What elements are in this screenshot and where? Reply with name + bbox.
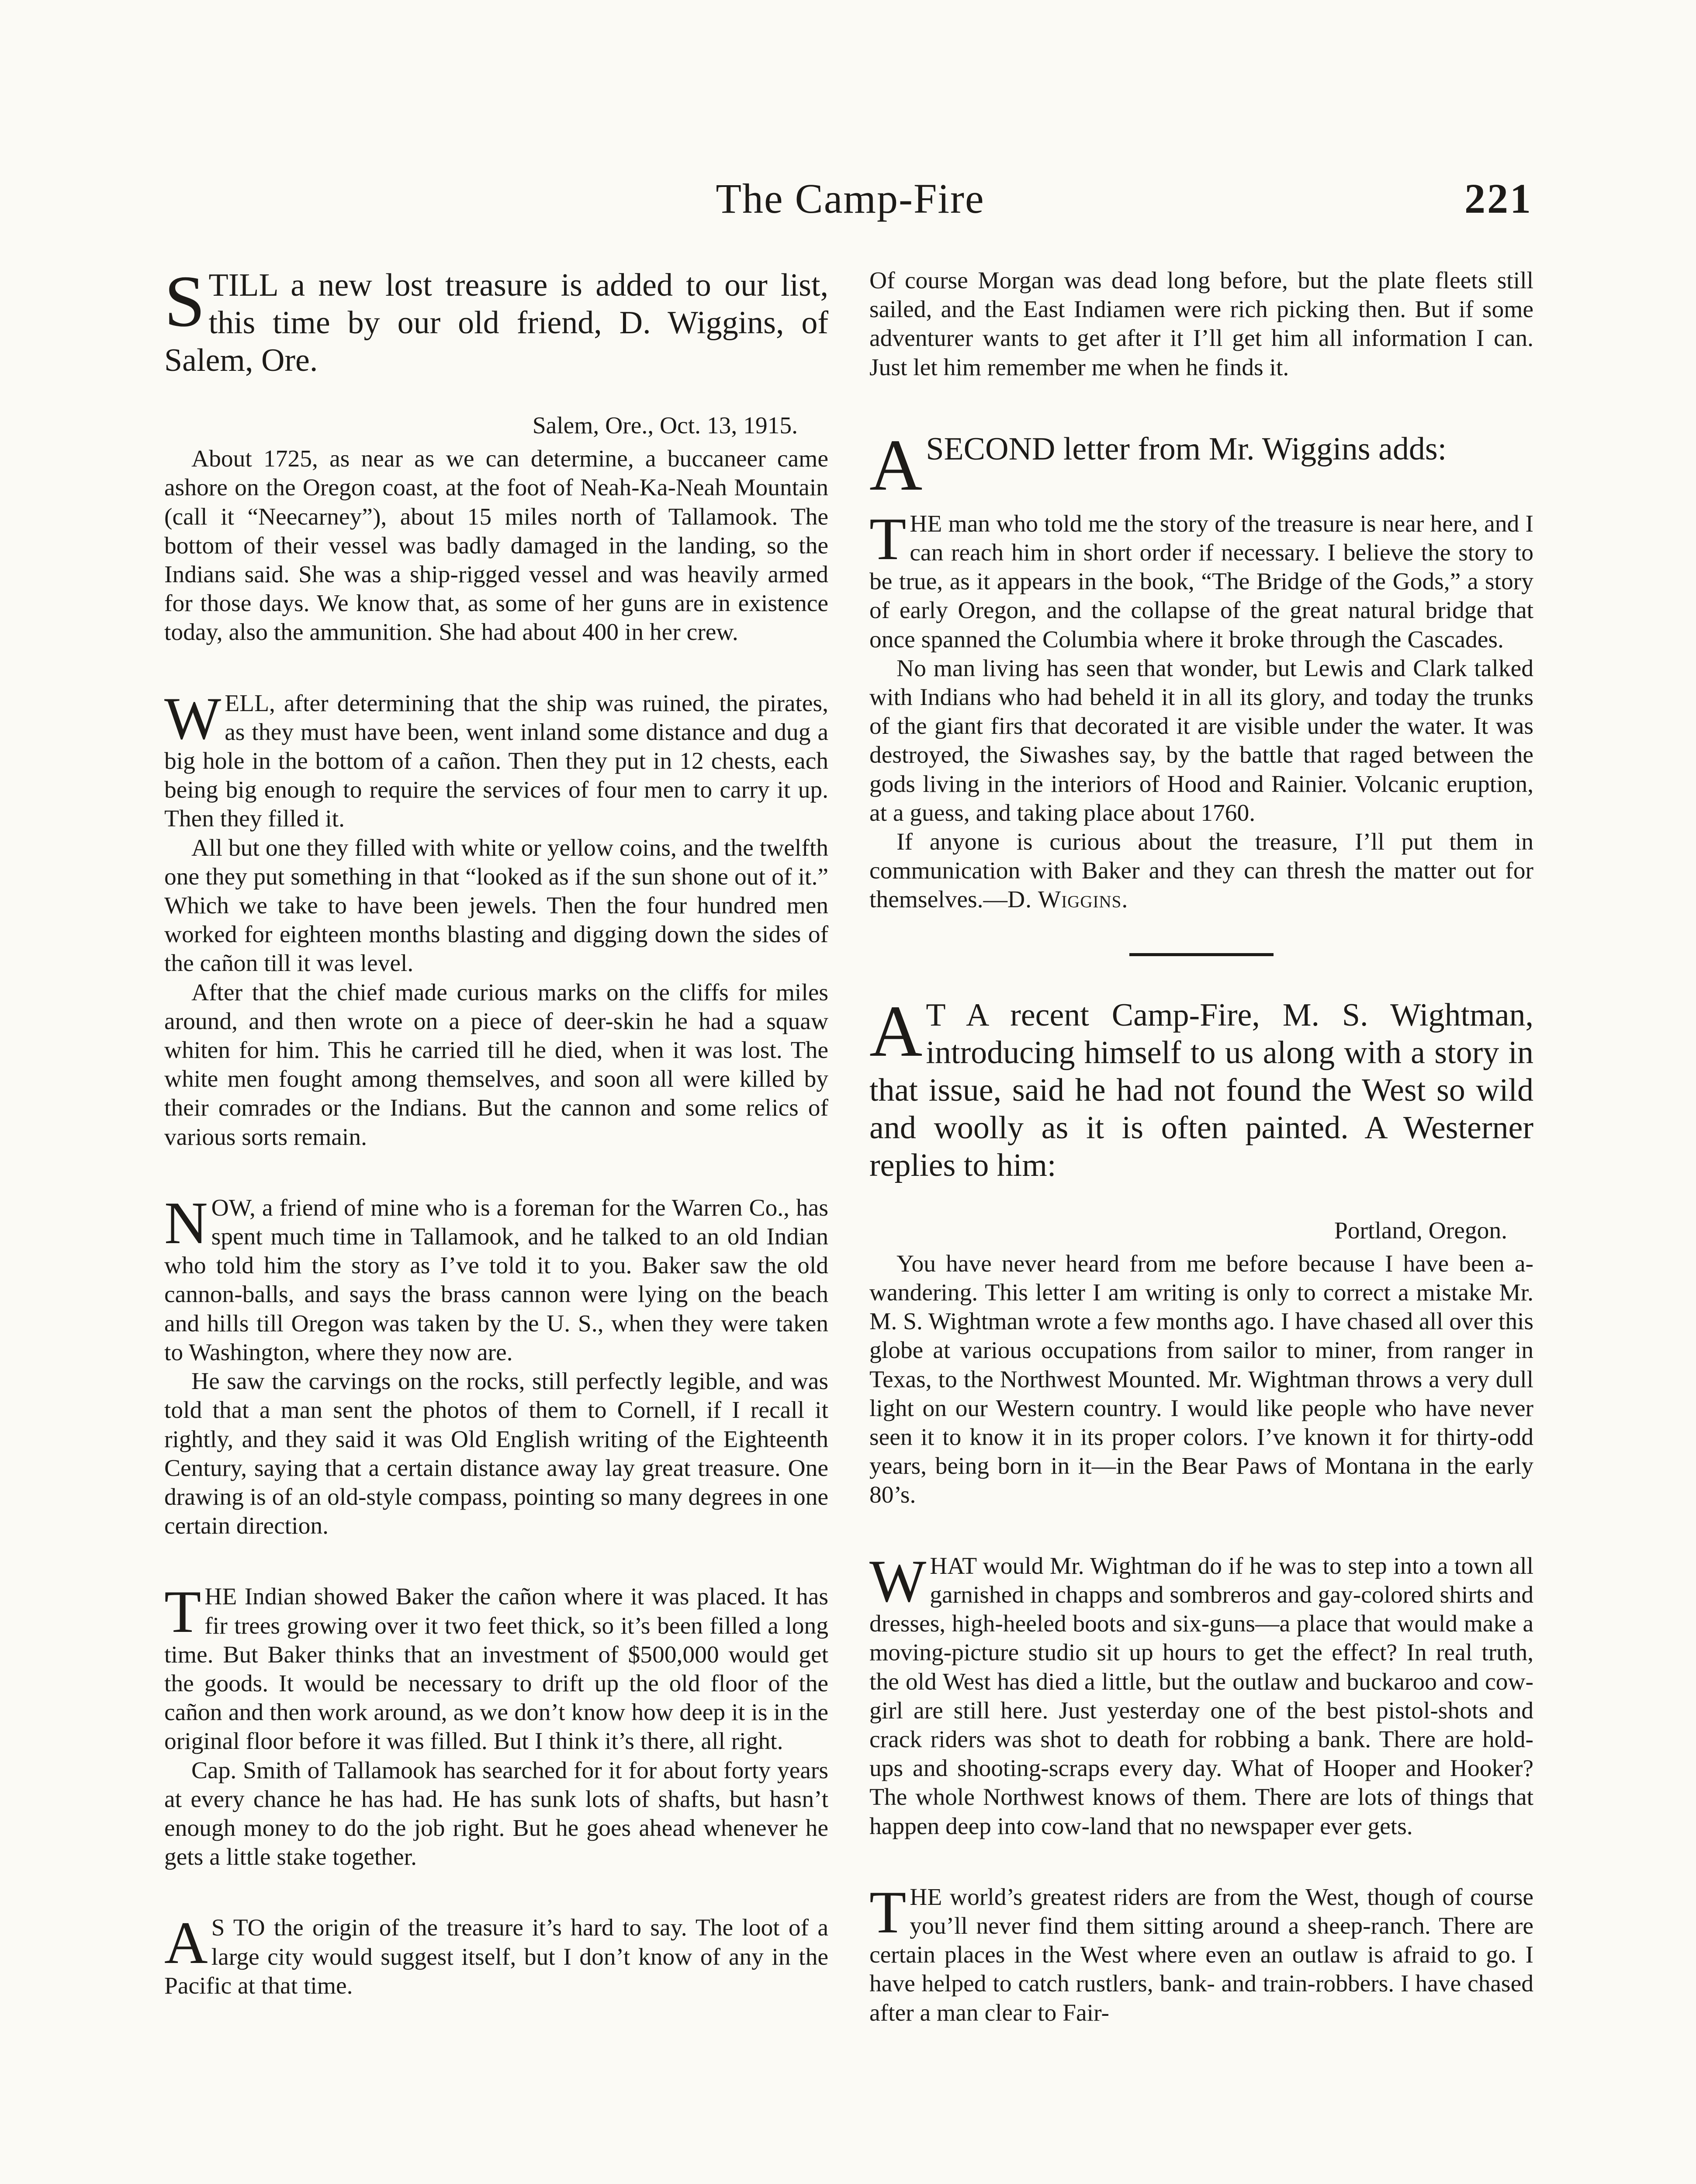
drop-cap: T xyxy=(869,1878,907,1946)
drop-cap: S xyxy=(164,261,205,342)
page-number: 221 xyxy=(1464,175,1533,222)
drop-cap: T xyxy=(869,505,907,572)
intro-text: TILL a new lost treasure is added to our list, this time by our old friend, D. Wiggins, of Salem, Ore. xyxy=(164,267,828,378)
paragraph: Cap. Smith of Tallamook has searched for it for about forty years at every chance he has had. He has sunk lots of shafts, but hasn’t enough money to do the job right. But he goes ahead whenever he gets a little stake together. xyxy=(164,1757,828,1871)
paragraph-text: HE Indian showed Baker the cañon where it was placed. It has fir trees growing over it two feet thick, so it’s been filled a long time. But Baker thinks that an investment of $500,000 would get the goods. It would be necessary to drift up the old floor of the cañon and then work around, as we don’t know how deep it is in the original floor before it was filled. But I think it’s there, all right. xyxy=(164,1583,828,1755)
paragraph: You have never heard from me before because I have been a-wandering. This letter I am writing is only to correct a mistake Mr. M. S. Wightman wrote a few months ago. I have chased all over this globe at various occupations from sailor to miner, from ranger in Texas, to the Northwest Mounted. Mr. Wightman throws a very dull light on our Western country. I would like people who have never seen it to know it in its proper colors. I’ve known it for thirty-odd years, being born in it—in the Bear Paws of Montana in the early 80’s. xyxy=(869,1250,1533,1509)
paragraph-text: HE world’s greatest riders are from the West, though of course you’ll never find them sitting around a sheep-ranch. There are certain places in the West where even an outlaw is afraid to go. I have helped to catch rustlers, bank- and train-robbers. I have chased after a man clear to Fair- xyxy=(869,1883,1533,2026)
dateline: Salem, Ore., Oct. 13, 1915. xyxy=(532,412,798,439)
running-title: The Camp-Fire xyxy=(716,175,985,222)
drop-cap: A xyxy=(164,1909,208,1977)
intro-paragraph xyxy=(869,990,1533,1184)
drop-cap: W xyxy=(869,1547,927,1614)
paragraph-text: HE man who told me the story of the treasure is near here, and I can reach him in short order if necessary. I believe the story to be true, as it appears in the book, “The Bridge of the Gods,” a story of early Oregon, and the collapse of the great natural bridge that once spanned the Columbia where it broke through the Cascades. xyxy=(869,510,1533,653)
paragraph xyxy=(869,828,1533,915)
section-divider xyxy=(1129,953,1274,956)
paragraph xyxy=(164,1189,828,1367)
paragraph-text: If anyone is curious about the treasure, I’ll put them in communication with Baker and they can thresh the matter out for themselves.— xyxy=(869,829,1533,913)
signature: D. Wiggins. xyxy=(1007,886,1128,913)
paragraph-text: ELL, after determining that the ship was ruined, the pirates, as they must have been, went inland some distance and dug a big hole in the bottom of a cañon. Then they put in 12 chests, each being big enough to require the services of four men to carry it up. Then they filled it. xyxy=(164,690,828,833)
paragraph xyxy=(869,1547,1533,1841)
paragraph: No man living has seen that wonder, but Lewis and Clark talked with Indians who had beheld it in all its glory, and today the trunks of the giant firs that decorated it are visible under the water. It was destroyed, the Siwashes say, by the battle that raged between the gods living in the interiors of Hood and Rainier. Volcanic eruption, at a guess, and taking place about 1760. xyxy=(869,655,1533,826)
drop-cap: T xyxy=(164,1578,201,1645)
dateline: Portland, Oregon. xyxy=(1334,1217,1507,1244)
paragraph: About 1725, as near as we can determine, a buccaneer came ashore on the Oregon coast, at the foot of Neah-Ka-Neah Mountain (call it “Neecarney”), about 15 miles north of Tallamook. The bottom of their vessel was badly damaged in the landing, so the Indians said. She was a ship-rigged vessel and was heavily armed for those days. We know that, as some of her guns are in existence today, also the ammunition. She had about 400 in her crew. xyxy=(164,446,828,646)
paragraph: Of course Morgan was dead long before, but the plate fleets still sailed, and the East Indiamen were rich picking then. But if some adventurer wants to get after it I’ll get him all information I can. Just let him remember me when he finds it. xyxy=(869,267,1533,381)
paragraph xyxy=(869,1878,1533,2028)
paragraph xyxy=(164,1909,828,2001)
paragraph: He saw the carvings on the rocks, still perfectly legible, and was told that a man sent the photos of them to Cornell, if I recall it rightly, and they said it was Old English writing of the Eighteenth Century, saying that a certain distance away lay great treasure. One drawing is of an old-style compass, pointing so many degrees in one certain direction. xyxy=(164,1368,828,1540)
paragraph xyxy=(869,505,1533,654)
intro-paragraph xyxy=(869,424,1533,506)
intro-text: T A recent Camp-Fire, M. S. Wightman, introducing himself to us along with a story in that issue, said he had not found the West so wild and woolly as it is often painted. A Westerner replies to him: xyxy=(869,997,1533,1183)
drop-cap: W xyxy=(164,684,222,752)
paragraph-text: OW, a friend of mine who is a foreman for the Warren Co., has spent much time in Tallamook, and he talked to an old Indian who told him the story as I’ve told it to you. Baker saw the old cannon-balls, and says the brass cannon were lying on the beach and hills till Oregon was taken by the U. S., when they were taken to Washington, where they now are. xyxy=(164,1194,828,1366)
drop-cap: A xyxy=(869,990,923,1072)
paragraph: All but one they filled with white or yellow coins, and the twelfth one they put something in that “looked as if the sun shone out of it.” Which we take to have been jewels. Then the four hundred men worked for eighteen months blasting and digging down the sides of the cañon till it was level. xyxy=(164,834,828,977)
left-column xyxy=(164,261,828,2001)
paragraph-text: S TO the origin of the treasure it’s hard to say. The loot of a large city would suggest itself, but I don’t know of any in the Pacific at that time. xyxy=(164,1914,828,1999)
right-column xyxy=(869,266,1533,2028)
paragraph xyxy=(164,684,828,834)
intro-paragraph xyxy=(164,261,828,379)
paragraph xyxy=(164,1578,828,1756)
paragraph-text: HAT would Mr. Wightman do if he was to step into a town all garnished in chapps and sombreros and gay-colored shirts and dresses, high-heeled boots and six-guns—a place that would make a moving-picture studio sit up hours to get the effect? In real truth, the old West has died a little, but the outlaw and buckaroo and cow-girl are still here. Just yesterday one of the best pistol-shots and crack riders was shot to death for robbing a bank. There are hold-ups and shooting-scraps every day. What of Hooper and Hooker? The whole Northwest knows of them. There are lots of things that happen deep into cow-land that no newspaper ever gets. xyxy=(869,1552,1533,1840)
drop-cap: N xyxy=(164,1189,208,1256)
paragraph: After that the chief made curious marks on the cliffs for miles around, and then wrote on a piece of deer-skin he had a squaw whiten for him. This he carried till he died, when it was lost. The white men fought among themselves, and soon all were killed by their comrades or the Indians. But the cannon and some relics of various sorts remain. xyxy=(164,979,828,1151)
page-header xyxy=(168,166,1533,232)
drop-cap: A xyxy=(869,424,923,506)
intro-text: SECOND letter from Mr. Wiggins adds: xyxy=(926,431,1447,467)
